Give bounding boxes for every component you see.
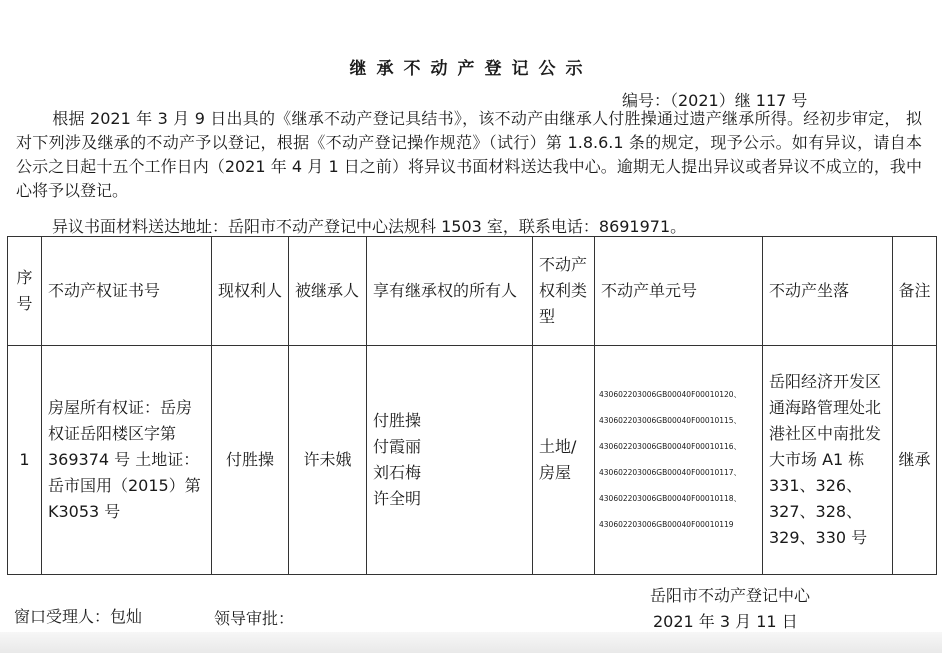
- cell-current-owner: 付胜操: [212, 346, 289, 575]
- document-title: 继承不动产登记公示: [349, 59, 593, 79]
- header-right-type: 不动产权利类型: [533, 237, 595, 346]
- unit-no: 430602203006GB00040F00010118、: [599, 494, 742, 503]
- header-cert-no: 不动产权证书号: [42, 237, 212, 346]
- unit-no: 430602203006GB00040F00010117、: [599, 468, 742, 477]
- cell-seq: 1: [8, 346, 42, 575]
- leader-approval: 领导审批：: [214, 609, 295, 628]
- table-row: [8, 346, 937, 575]
- header-decedent: 被继承人: [289, 237, 367, 346]
- cell-unit-nos: [595, 346, 763, 575]
- issuing-office: 岳阳市不动产登记中心: [650, 586, 811, 605]
- header-current-owner: 现权利人: [212, 237, 289, 346]
- header-seq: 序号: [8, 237, 42, 346]
- notice-body: [16, 107, 922, 203]
- unit-no: 430602203006GB00040F00010115、: [599, 416, 742, 425]
- heir-name: 许全明: [373, 489, 422, 508]
- unit-no: 430602203006GB00040F00010119: [599, 520, 734, 529]
- window-receiver: 窗口受理人：包灿: [14, 607, 143, 626]
- heir-name: 付霞丽: [373, 437, 422, 456]
- cell-decedent: 许未娥: [289, 346, 367, 575]
- document-number: 编号：（2021）继 117 号: [622, 91, 808, 110]
- cell-remarks: 继承: [893, 346, 937, 575]
- table-header-row: [8, 237, 937, 346]
- notice-body-text: 根据 2021 年 3 月 9 日出具的《继承不动产登记具结书》，该不动产由继承人付胜操通过遗产继承所得。经初步审定， 拟对下列涉及继承的不动产予以登记，根据《不动产登记操作规范》（试行）第 1.8.6.1 条的规定，现予公示。如有异议，请自本公示之日起十五个工作日内（2021 年 4 月 1 日之前）将异议书面材料送达我中心。逾期无人提出异议或者异议不成立的，我中心将予以登记。: [16, 109, 922, 200]
- issue-date: 2021 年 3 月 11 日: [653, 612, 798, 631]
- scan-edge: [0, 632, 942, 653]
- cell-location: 岳阳经济开发区通海路管理处北港社区中南批发大市场 A1 栋 331、326、327、328、329、330 号: [763, 346, 893, 575]
- header-location: 不动产坐落: [763, 237, 893, 346]
- cell-cert-no: 房屋所有权证：岳房权证岳阳楼区字第 369374 号 土地证：岳市国用（2015）第 K3053 号: [42, 346, 212, 575]
- property-table: [7, 236, 937, 575]
- header-remarks: 备注: [893, 237, 937, 346]
- cell-heirs: [367, 346, 533, 575]
- heir-name: 刘石梅: [373, 463, 422, 482]
- objection-address: 异议书面材料送达地址：岳阳市不动产登记中心法规科 1503 室，联系电话：8691971。: [52, 217, 687, 236]
- heir-name: 付胜操: [373, 411, 422, 430]
- header-heirs: 享有继承权的所有人: [367, 237, 533, 346]
- unit-no: 430602203006GB00040F00010116、: [599, 442, 742, 451]
- cell-right-type: 土地/房屋: [533, 346, 595, 575]
- unit-no: 430602203006GB00040F00010120、: [599, 390, 742, 399]
- header-unit-no: 不动产单元号: [595, 237, 763, 346]
